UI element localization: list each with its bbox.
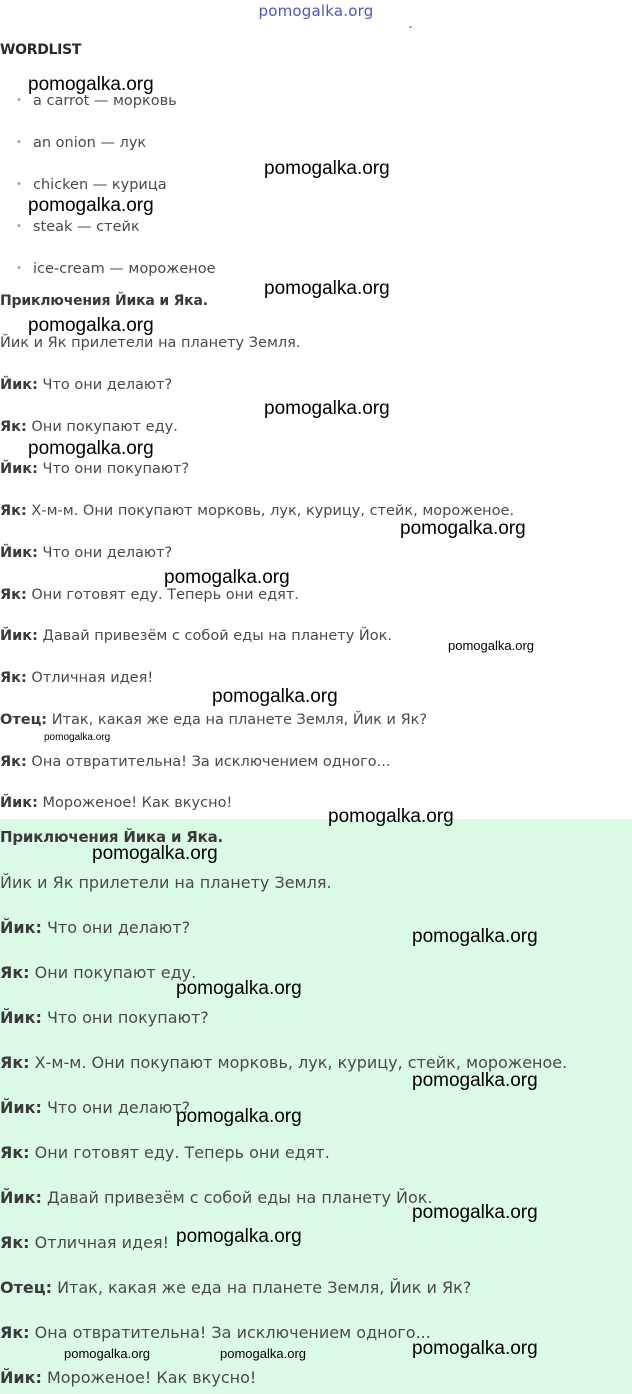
watermark: pomogalka.org <box>92 843 218 864</box>
speaker: Йик: <box>0 795 38 811</box>
speaker: Як: <box>0 419 27 435</box>
dialogue-text: Они готовят еду. Теперь они едят. <box>26 587 299 603</box>
dialogue-text: Мороженое! Как вкусно! <box>41 1368 257 1387</box>
dialogue-text: Итак, какая же еда на планете Земля, Йик и Як? <box>51 1278 472 1297</box>
wordlist-item-text: a carrot — морковь <box>33 93 177 109</box>
dialogue-text: Давай привезём с собой еды на планету Йок. <box>41 1188 433 1207</box>
wordlist-item-text: chicken — курица <box>33 177 167 193</box>
dialogue-text: Давай привезём с собой еды на планету Йок. <box>37 628 392 644</box>
speaker: Як: <box>0 754 27 770</box>
dialogue-line <box>0 1278 471 1297</box>
site-link[interactable]: pomogalka.org <box>258 2 374 20</box>
speaker: Йик: <box>0 1368 42 1387</box>
story-intro: Йик и Як прилетели на планету Земля. <box>0 335 301 351</box>
wordlist-item-text: steak — стейк <box>33 219 140 235</box>
dialogue-text: Они покупают еду. <box>29 963 197 982</box>
watermark: pomogalka.org <box>412 1338 538 1359</box>
speaker: Йик: <box>0 377 38 393</box>
dialogue-text: Х-м-м. Они покупают морковь, лук, курицу, стейк, мороженое. <box>26 503 515 519</box>
wordlist-item <box>16 135 146 151</box>
watermark: pomogalka.org <box>412 1202 538 1223</box>
speaker: Як: <box>0 1143 30 1162</box>
bullet-icon: • <box>16 95 22 106</box>
dialogue-text: Что они покупают? <box>37 461 190 477</box>
watermark: pomogalka.org <box>28 438 154 459</box>
bullet-icon: • <box>16 263 22 274</box>
watermark: pomogalka.org <box>64 1346 150 1361</box>
dialogue-text: Что они покупают? <box>41 1008 209 1027</box>
watermark: pomogalka.org <box>28 195 154 216</box>
watermark: pomogalka.org <box>176 978 302 999</box>
dialogue-line <box>0 963 196 982</box>
dialogue-line <box>0 670 153 686</box>
dialogue-text: Мороженое! Как вкусно! <box>37 795 233 811</box>
dialogue-text: Они готовят еду. Теперь они едят. <box>29 1143 330 1162</box>
dialogue-line <box>0 1323 431 1342</box>
dialogue-text: Что они делают? <box>37 377 173 393</box>
dialogue-line <box>0 419 178 435</box>
dialogue-text: Что они делают? <box>41 918 191 937</box>
speaker: Як: <box>0 670 27 686</box>
dialogue-line <box>0 1368 256 1387</box>
speaker: Як: <box>0 1233 30 1252</box>
dialogue-text: Отличная идея! <box>26 670 154 686</box>
speaker: Йик: <box>0 918 42 937</box>
watermark: pomogalka.org <box>176 1106 302 1127</box>
speaker: Як: <box>0 963 30 982</box>
dialogue-line <box>0 754 390 770</box>
story-title: Приключения Йика и Яка. <box>0 828 224 846</box>
speaker: Йик: <box>0 1188 42 1207</box>
watermark: pomogalka.org <box>264 278 390 299</box>
dialogue-text: Она отвратительна! За исключением одного... <box>29 1323 431 1342</box>
dialogue-text: Она отвратительна! За исключением одного... <box>26 754 391 770</box>
watermark: pomogalka.org <box>264 398 390 419</box>
speaker: Йик: <box>0 545 38 561</box>
watermark: pomogalka.org <box>400 518 526 539</box>
dialogue-text: Итак, какая же еда на планете Земля, Йик и Як? <box>47 712 428 728</box>
dialogue-line <box>0 545 172 561</box>
speaker: Йик: <box>0 1098 42 1117</box>
dialogue-line <box>0 461 189 477</box>
speaker: Отец: <box>0 1278 52 1297</box>
watermark: pomogalka.org <box>212 686 338 707</box>
watermark: pomogalka.org <box>264 158 390 179</box>
speaker: Як: <box>0 1053 30 1072</box>
caret-mark: ˇ <box>408 26 413 37</box>
wordlist-item <box>16 219 140 235</box>
dialogue-line <box>0 1143 330 1162</box>
dialogue-text: Х-м-м. Они покупают морковь, лук, курицу, стейк, мороженое. <box>29 1053 568 1072</box>
dialogue-line <box>0 587 299 603</box>
wordlist-item <box>16 261 216 277</box>
speaker: Отец: <box>0 712 48 728</box>
dialogue-line <box>0 795 232 811</box>
speaker: Як: <box>0 1323 30 1342</box>
dialogue-text: Что они делают? <box>37 545 173 561</box>
dialogue-text: Что они делают? <box>41 1098 191 1117</box>
dialogue-text: Отличная идея! <box>29 1233 169 1252</box>
wordlist-item-text: an onion — лук <box>33 135 147 151</box>
dialogue-text: Они покупают еду. <box>26 419 178 435</box>
watermark: pomogalka.org <box>44 732 111 743</box>
bullet-icon: • <box>16 221 22 232</box>
watermark: pomogalka.org <box>412 926 538 947</box>
watermark: pomogalka.org <box>164 567 290 588</box>
dialogue-line <box>0 503 514 519</box>
story-title: Приключения Йика и Яка. <box>0 293 208 309</box>
speaker: Як: <box>0 587 27 603</box>
dialogue-line <box>0 628 392 644</box>
dialogue-line <box>0 1188 433 1207</box>
speaker: Йик: <box>0 1008 42 1027</box>
story-intro: Йик и Як прилетели на планету Земля. <box>0 873 332 892</box>
dialogue-line <box>0 1008 209 1027</box>
watermark: pomogalka.org <box>176 1226 302 1247</box>
dialogue-line <box>0 712 427 728</box>
wordlist-item <box>16 177 167 193</box>
dialogue-line <box>0 377 172 393</box>
bullet-icon: • <box>16 137 22 148</box>
watermark: pomogalka.org <box>448 638 534 653</box>
watermark: pomogalka.org <box>412 1070 538 1091</box>
dialogue-line <box>0 1233 169 1252</box>
speaker: Йик: <box>0 461 38 477</box>
watermark: pomogalka.org <box>28 315 154 336</box>
speaker: Йик: <box>0 628 38 644</box>
wordlist-item-text: ice-cream — мороженое <box>33 261 216 277</box>
watermark: pomogalka.org <box>28 74 154 95</box>
speaker: Як: <box>0 503 27 519</box>
watermark: pomogalka.org <box>328 806 454 827</box>
wordlist-title: WORDLIST <box>0 42 82 58</box>
watermark: pomogalka.org <box>220 1346 306 1361</box>
dialogue-line <box>0 918 190 937</box>
bullet-icon: • <box>16 179 22 190</box>
dialogue-line <box>0 1098 190 1117</box>
